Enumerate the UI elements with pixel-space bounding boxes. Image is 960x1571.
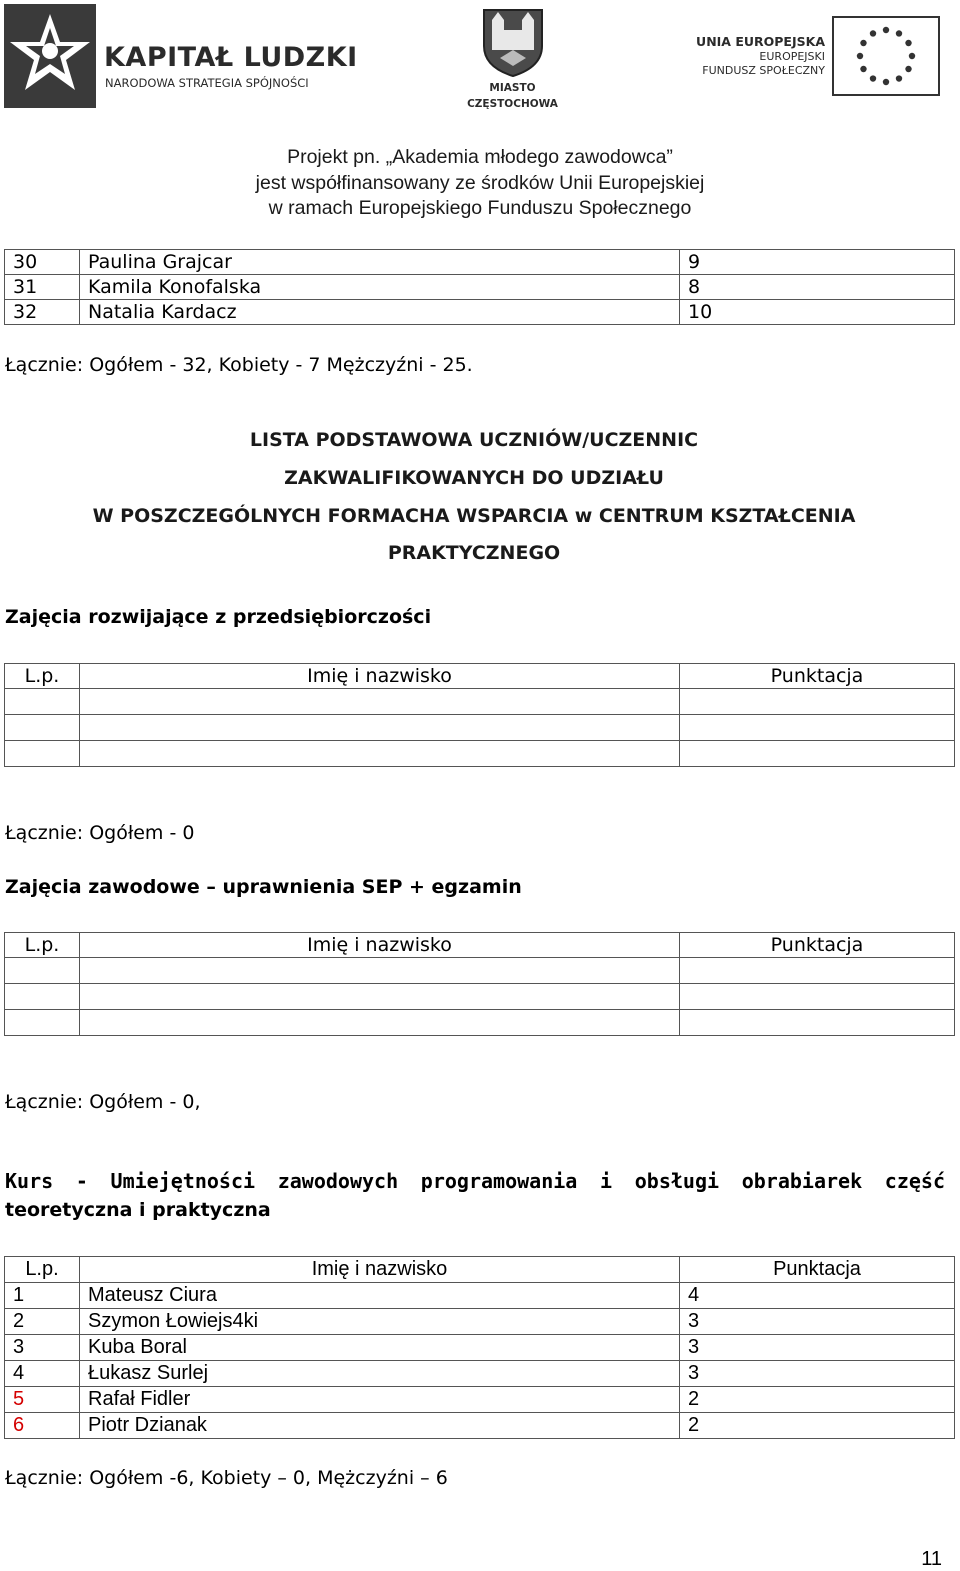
header-lp: L.p. xyxy=(5,933,80,958)
header-name: Imię i nazwisko xyxy=(80,933,680,958)
section2-total: Łącznie: Ogółem - 0, xyxy=(5,1091,201,1113)
header-score: Punktacja xyxy=(680,933,955,958)
score-cell: 4 xyxy=(680,1283,955,1309)
header-lp: L.p. xyxy=(5,1257,80,1283)
project-line3: w ramach Europejskiego Funduszu Społecznego xyxy=(268,197,692,219)
list-title-line4: PRAKTYCZNEGO xyxy=(387,542,561,564)
list-title-line2: ZAKWALIFIKOWANYCH DO UDZIAŁU xyxy=(284,467,664,489)
eu-flag-icon xyxy=(832,16,940,96)
continued-list-table xyxy=(4,249,955,325)
table-row xyxy=(5,1309,955,1335)
table-row xyxy=(5,1361,955,1387)
eu-star-icon xyxy=(905,40,911,46)
table-row xyxy=(5,1387,955,1413)
eu-star-icon xyxy=(860,40,866,46)
lp-cell: 2 xyxy=(5,1309,80,1335)
table-row xyxy=(5,1283,955,1309)
name-cell: Mateusz Ciura xyxy=(80,1283,680,1309)
name-cell: Paulina Grajcar xyxy=(80,250,680,275)
name-cell: Szymon Łowiejs4ki xyxy=(80,1309,680,1335)
table-row xyxy=(5,275,955,300)
list-title-line3: W POSZCZEGÓLNYCH FORMACHA WSPARCIA w CENTRUM KSZTAŁCENIA xyxy=(92,505,856,527)
name-cell: Piotr Dzianak xyxy=(80,1413,680,1439)
list-title-line1: LISTA PODSTAWOWA UCZNIÓW/UCZENNIC xyxy=(249,429,699,451)
eu-social-fund-logo xyxy=(690,16,945,101)
table-row xyxy=(5,984,955,1010)
header-score: Punktacja xyxy=(680,1257,955,1283)
kapital-ludzki-subtitle: NARODOWA STRATEGIA SPÓJNOŚCI xyxy=(105,76,309,90)
kapital-ludzki-logo xyxy=(4,4,358,109)
eu-star-icon xyxy=(860,66,866,72)
city-name-line2: CZĘSTOCHOWA xyxy=(467,98,558,110)
eu-star-icon xyxy=(883,79,889,85)
name-cell: Natalia Kardacz xyxy=(80,300,680,325)
table-row xyxy=(5,300,955,325)
lp-cell: 5 xyxy=(5,1387,80,1413)
header-score: Punktacja xyxy=(680,664,955,689)
table-row xyxy=(5,250,955,275)
section3-title-line1: Kurs - Umiejętności zawodowych programowania i obsługi obrabiarek część xyxy=(5,1169,945,1193)
section3-total: Łącznie: Ogółem -6, Kobiety – 0, Mężczyźni – 6 xyxy=(5,1467,448,1489)
name-cell: Kamila Konofalska xyxy=(80,275,680,300)
czestochowa-city-logo xyxy=(455,6,570,110)
score-cell: 2 xyxy=(680,1413,955,1439)
header-name: Imię i nazwisko xyxy=(80,664,680,689)
page-number: 11 xyxy=(921,1548,942,1570)
eu-line1: UNIA EUROPEJSKA xyxy=(696,34,825,49)
project-line2: jest współfinansowany ze środków Unii Europejskiej xyxy=(255,171,705,194)
eu-star-icon xyxy=(896,30,902,36)
lp-cell: 3 xyxy=(5,1335,80,1361)
project-statement xyxy=(0,145,960,222)
project-line1: Projekt pn. „Akademia młodego zawodowca” xyxy=(287,146,673,168)
section1-total: Łącznie: Ogółem - 0 xyxy=(5,822,195,844)
header-lp: L.p. xyxy=(5,664,80,689)
table-row xyxy=(5,958,955,984)
name-cell: Kuba Boral xyxy=(80,1335,680,1361)
table-header-row xyxy=(5,933,955,958)
lp-cell: 32 xyxy=(5,300,80,325)
section1-title: Zajęcia rozwijające z przedsiębiorczości xyxy=(5,606,432,628)
table-row xyxy=(5,1335,955,1361)
kapital-ludzki-star-icon xyxy=(4,4,96,108)
table-header-row xyxy=(5,664,955,689)
table-row xyxy=(5,715,955,741)
section1-table xyxy=(4,663,955,767)
lp-cell: 4 xyxy=(5,1361,80,1387)
eu-star-icon xyxy=(909,53,915,59)
score-cell: 3 xyxy=(680,1361,955,1387)
score-cell: 8 xyxy=(680,275,955,300)
score-cell: 2 xyxy=(680,1387,955,1413)
table-row xyxy=(5,741,955,767)
top-total: Łącznie: Ogółem - 32, Kobiety - 7 Mężczyźni - 25. xyxy=(5,354,473,376)
lp-cell: 30 xyxy=(5,250,80,275)
lp-cell: 1 xyxy=(5,1283,80,1309)
lp-cell: 6 xyxy=(5,1413,80,1439)
eu-star-icon xyxy=(883,27,889,33)
eu-line2: EUROPEJSKI xyxy=(759,50,825,63)
eu-star-icon xyxy=(857,53,863,59)
eu-star-icon xyxy=(896,75,902,81)
score-cell: 9 xyxy=(680,250,955,275)
eu-line3: FUNDUSZ SPOŁECZNY xyxy=(702,64,825,77)
section3-table xyxy=(4,1256,955,1439)
table-row xyxy=(5,689,955,715)
table-row xyxy=(5,1413,955,1439)
eu-star-icon xyxy=(905,66,911,72)
city-name-line1: MIASTO xyxy=(489,82,536,94)
section2-table xyxy=(4,932,955,1036)
score-cell: 10 xyxy=(680,300,955,325)
header-name: Imię i nazwisko xyxy=(80,1257,680,1283)
table-row xyxy=(5,1010,955,1036)
kapital-ludzki-title: KAPITAŁ LUDZKI xyxy=(104,42,358,73)
name-cell: Rafał Fidler xyxy=(80,1387,680,1413)
eu-star-icon xyxy=(870,75,876,81)
section3-title-line2: teoretyczna i praktyczna xyxy=(5,1199,271,1221)
section2-title: Zajęcia zawodowe – uprawnienia SEP + egzamin xyxy=(5,876,522,898)
lp-cell: 31 xyxy=(5,275,80,300)
table-header-row xyxy=(5,1257,955,1283)
name-cell: Łukasz Surlej xyxy=(80,1361,680,1387)
score-cell: 3 xyxy=(680,1309,955,1335)
score-cell: 3 xyxy=(680,1335,955,1361)
eu-star-icon xyxy=(870,30,876,36)
city-crest-icon xyxy=(482,6,544,78)
